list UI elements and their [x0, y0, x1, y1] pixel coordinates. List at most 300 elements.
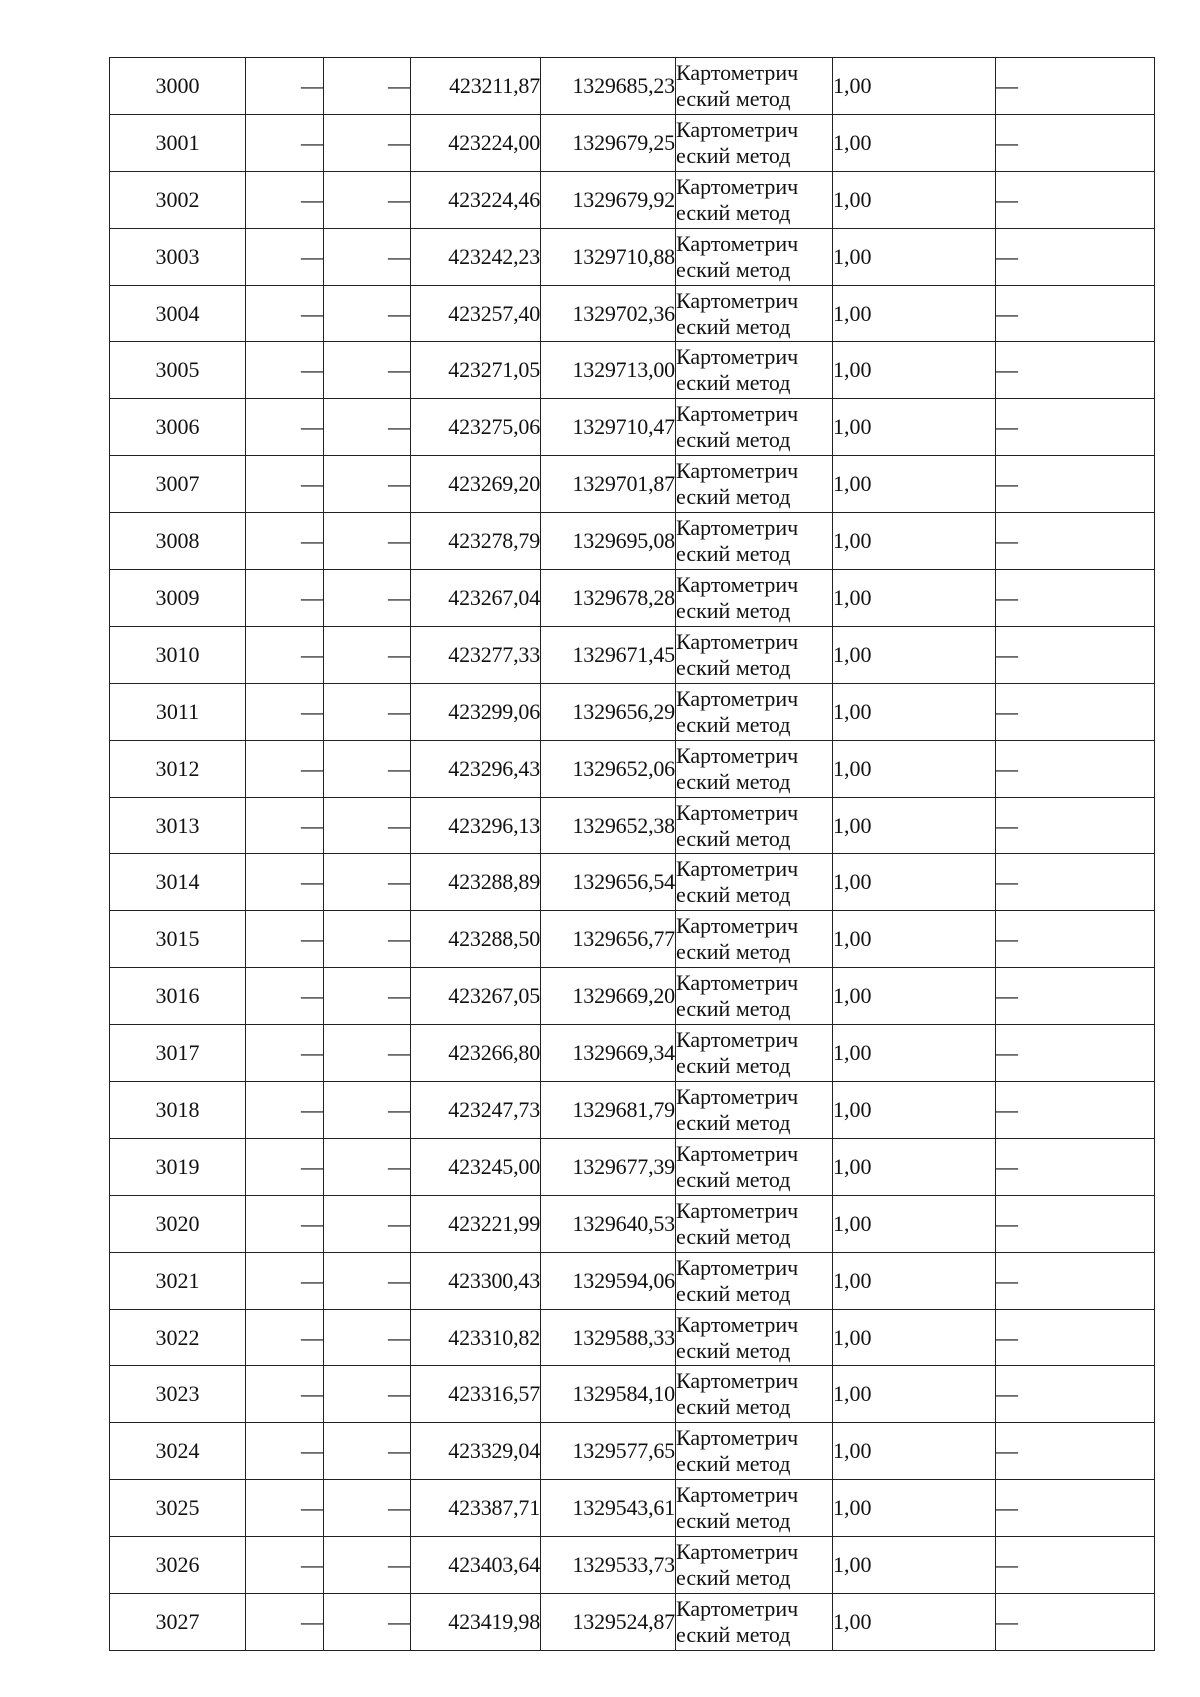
x-coordinate-cell: 423296,13: [411, 797, 541, 854]
point-number-cell: 3016: [110, 968, 246, 1025]
x-coordinate-cell: 423221,99: [411, 1195, 541, 1252]
empty-dash-cell: —: [996, 1082, 1155, 1139]
point-number-cell: 3015: [110, 911, 246, 968]
table-body: [110, 58, 1155, 1651]
empty-dash-cell: —: [996, 1138, 1155, 1195]
y-coordinate-cell: 1329577,65: [541, 1423, 676, 1480]
accuracy-cell: 1,00: [833, 456, 996, 513]
y-coordinate-cell: 1329584,10: [541, 1366, 676, 1423]
point-number-cell: 3019: [110, 1138, 246, 1195]
table-row: [110, 1423, 1155, 1480]
point-number-cell: 3024: [110, 1423, 246, 1480]
method-line-2: еский метод: [676, 882, 791, 908]
x-coordinate-cell: 423316,57: [411, 1366, 541, 1423]
point-number-cell: 3000: [110, 58, 246, 115]
y-coordinate-cell: 1329678,28: [541, 570, 676, 627]
empty-dash-cell: —: [996, 683, 1155, 740]
empty-dash-cell: —: [996, 626, 1155, 683]
empty-dash-cell: —: [996, 114, 1155, 171]
empty-dash-cell: —: [246, 797, 324, 854]
point-number-cell: 3001: [110, 114, 246, 171]
y-coordinate-cell: 1329594,06: [541, 1252, 676, 1309]
empty-dash-cell: —: [996, 1423, 1155, 1480]
x-coordinate-cell: 423224,00: [411, 114, 541, 171]
empty-dash-cell: —: [246, 1252, 324, 1309]
table-row: [110, 626, 1155, 683]
table-row: [110, 1252, 1155, 1309]
method-line-2: еский метод: [676, 1223, 791, 1249]
empty-dash-cell: —: [324, 1025, 411, 1082]
method-line-2: еский метод: [676, 1337, 791, 1363]
method-line-2: еский метод: [676, 1109, 791, 1135]
y-coordinate-cell: 1329710,47: [541, 399, 676, 456]
accuracy-cell: 1,00: [833, 1025, 996, 1082]
table-row: [110, 456, 1155, 513]
accuracy-cell: 1,00: [833, 114, 996, 171]
empty-dash-cell: —: [996, 58, 1155, 115]
empty-dash-cell: —: [324, 570, 411, 627]
point-number-cell: 3004: [110, 285, 246, 342]
point-number-cell: 3003: [110, 228, 246, 285]
method-line-2: еский метод: [676, 256, 791, 282]
empty-dash-cell: —: [246, 626, 324, 683]
method-cell: [676, 1594, 833, 1651]
accuracy-cell: 1,00: [833, 171, 996, 228]
method-cell: [676, 911, 833, 968]
accuracy-cell: 1,00: [833, 1138, 996, 1195]
coordinates-table: [109, 57, 1155, 1651]
empty-dash-cell: —: [246, 1423, 324, 1480]
empty-dash-cell: —: [996, 570, 1155, 627]
empty-dash-cell: —: [246, 1195, 324, 1252]
x-coordinate-cell: 423278,79: [411, 513, 541, 570]
x-coordinate-cell: 423247,73: [411, 1082, 541, 1139]
empty-dash-cell: —: [324, 968, 411, 1025]
y-coordinate-cell: 1329681,79: [541, 1082, 676, 1139]
method-line-1: Картометрич: [676, 116, 799, 142]
accuracy-cell: 1,00: [833, 1366, 996, 1423]
point-number-cell: 3013: [110, 797, 246, 854]
method-cell: [676, 228, 833, 285]
x-coordinate-cell: 423269,20: [411, 456, 541, 513]
point-number-cell: 3005: [110, 342, 246, 399]
method-cell: [676, 1195, 833, 1252]
method-line-2: еский метод: [676, 1508, 791, 1534]
method-line-1: Картометрич: [676, 1482, 799, 1508]
empty-dash-cell: —: [246, 683, 324, 740]
point-number-cell: 3007: [110, 456, 246, 513]
method-cell: [676, 1082, 833, 1139]
method-cell: [676, 1138, 833, 1195]
x-coordinate-cell: 423271,05: [411, 342, 541, 399]
y-coordinate-cell: 1329656,54: [541, 854, 676, 911]
empty-dash-cell: —: [324, 1309, 411, 1366]
empty-dash-cell: —: [324, 285, 411, 342]
point-number-cell: 3018: [110, 1082, 246, 1139]
y-coordinate-cell: 1329524,87: [541, 1594, 676, 1651]
method-cell: [676, 1366, 833, 1423]
table-row: [110, 1480, 1155, 1537]
empty-dash-cell: —: [324, 797, 411, 854]
accuracy-cell: 1,00: [833, 513, 996, 570]
point-number-cell: 3021: [110, 1252, 246, 1309]
method-cell: [676, 1309, 833, 1366]
empty-dash-cell: —: [246, 911, 324, 968]
method-line-1: Картометрич: [676, 1083, 799, 1109]
empty-dash-cell: —: [324, 683, 411, 740]
method-line-1: Картометрич: [676, 628, 799, 654]
y-coordinate-cell: 1329656,29: [541, 683, 676, 740]
method-line-1: Картометрич: [676, 1027, 799, 1053]
x-coordinate-cell: 423403,64: [411, 1537, 541, 1594]
accuracy-cell: 1,00: [833, 399, 996, 456]
x-coordinate-cell: 423267,05: [411, 968, 541, 1025]
table-row: [110, 854, 1155, 911]
y-coordinate-cell: 1329669,20: [541, 968, 676, 1025]
method-cell: [676, 797, 833, 854]
method-cell: [676, 513, 833, 570]
method-line-1: Картометрич: [676, 1368, 799, 1394]
method-line-2: еский метод: [676, 199, 791, 225]
empty-dash-cell: —: [324, 1423, 411, 1480]
method-cell: [676, 1252, 833, 1309]
method-cell: [676, 456, 833, 513]
method-line-1: Картометрич: [676, 401, 799, 427]
empty-dash-cell: —: [324, 854, 411, 911]
y-coordinate-cell: 1329669,34: [541, 1025, 676, 1082]
empty-dash-cell: —: [246, 1138, 324, 1195]
method-cell: [676, 285, 833, 342]
empty-dash-cell: —: [246, 1366, 324, 1423]
point-number-cell: 3022: [110, 1309, 246, 1366]
method-line-1: Картометрич: [676, 1539, 799, 1565]
accuracy-cell: 1,00: [833, 58, 996, 115]
method-line-1: Картометрич: [676, 1140, 799, 1166]
empty-dash-cell: —: [996, 1309, 1155, 1366]
accuracy-cell: 1,00: [833, 1252, 996, 1309]
empty-dash-cell: —: [324, 1082, 411, 1139]
empty-dash-cell: —: [246, 114, 324, 171]
x-coordinate-cell: 423266,80: [411, 1025, 541, 1082]
table-row: [110, 1025, 1155, 1082]
table-row: [110, 683, 1155, 740]
y-coordinate-cell: 1329701,87: [541, 456, 676, 513]
empty-dash-cell: —: [246, 570, 324, 627]
method-line-1: Картометрич: [676, 742, 799, 768]
empty-dash-cell: —: [324, 1537, 411, 1594]
empty-dash-cell: —: [324, 513, 411, 570]
point-number-cell: 3025: [110, 1480, 246, 1537]
accuracy-cell: 1,00: [833, 683, 996, 740]
empty-dash-cell: —: [996, 911, 1155, 968]
method-cell: [676, 854, 833, 911]
point-number-cell: 3027: [110, 1594, 246, 1651]
empty-dash-cell: —: [996, 1025, 1155, 1082]
method-line-2: еский метод: [676, 711, 791, 737]
accuracy-cell: 1,00: [833, 797, 996, 854]
x-coordinate-cell: 423275,06: [411, 399, 541, 456]
x-coordinate-cell: 423419,98: [411, 1594, 541, 1651]
accuracy-cell: 1,00: [833, 740, 996, 797]
y-coordinate-cell: 1329679,92: [541, 171, 676, 228]
empty-dash-cell: —: [324, 114, 411, 171]
method-line-1: Картометрич: [676, 856, 799, 882]
method-cell: [676, 740, 833, 797]
method-line-2: еский метод: [676, 1394, 791, 1420]
table-row: [110, 1309, 1155, 1366]
y-coordinate-cell: 1329656,77: [541, 911, 676, 968]
method-line-1: Картометрич: [676, 59, 799, 85]
method-line-1: Картометрич: [676, 287, 799, 313]
x-coordinate-cell: 423299,06: [411, 683, 541, 740]
method-line-2: еский метод: [676, 484, 791, 510]
method-cell: [676, 683, 833, 740]
method-line-2: еский метод: [676, 996, 791, 1022]
empty-dash-cell: —: [246, 1537, 324, 1594]
empty-dash-cell: —: [996, 228, 1155, 285]
method-line-1: Картометрич: [676, 1197, 799, 1223]
method-line-1: Картометрич: [676, 1595, 799, 1621]
accuracy-cell: 1,00: [833, 911, 996, 968]
accuracy-cell: 1,00: [833, 228, 996, 285]
table-row: [110, 570, 1155, 627]
empty-dash-cell: —: [246, 968, 324, 1025]
accuracy-cell: 1,00: [833, 854, 996, 911]
table-row: [110, 740, 1155, 797]
method-line-1: Картометрич: [676, 1311, 799, 1337]
table-row: [110, 58, 1155, 115]
method-cell: [676, 570, 833, 627]
empty-dash-cell: —: [996, 1480, 1155, 1537]
empty-dash-cell: —: [246, 171, 324, 228]
method-cell: [676, 58, 833, 115]
point-number-cell: 3006: [110, 399, 246, 456]
empty-dash-cell: —: [246, 1082, 324, 1139]
empty-dash-cell: —: [996, 171, 1155, 228]
point-number-cell: 3017: [110, 1025, 246, 1082]
empty-dash-cell: —: [324, 740, 411, 797]
accuracy-cell: 1,00: [833, 570, 996, 627]
y-coordinate-cell: 1329652,06: [541, 740, 676, 797]
method-line-2: еский метод: [676, 768, 791, 794]
point-number-cell: 3008: [110, 513, 246, 570]
method-cell: [676, 1537, 833, 1594]
method-cell: [676, 1423, 833, 1480]
y-coordinate-cell: 1329679,25: [541, 114, 676, 171]
method-cell: [676, 1025, 833, 1082]
empty-dash-cell: —: [996, 399, 1155, 456]
empty-dash-cell: —: [324, 1195, 411, 1252]
empty-dash-cell: —: [324, 1252, 411, 1309]
method-line-1: Картометрич: [676, 571, 799, 597]
x-coordinate-cell: 423211,87: [411, 58, 541, 115]
method-line-1: Картометрич: [676, 799, 799, 825]
x-coordinate-cell: 423329,04: [411, 1423, 541, 1480]
method-line-2: еский метод: [676, 1280, 791, 1306]
x-coordinate-cell: 423300,43: [411, 1252, 541, 1309]
empty-dash-cell: —: [324, 171, 411, 228]
point-number-cell: 3020: [110, 1195, 246, 1252]
point-number-cell: 3023: [110, 1366, 246, 1423]
empty-dash-cell: —: [246, 285, 324, 342]
table-row: [110, 228, 1155, 285]
empty-dash-cell: —: [246, 740, 324, 797]
table-row: [110, 1138, 1155, 1195]
point-number-cell: 3014: [110, 854, 246, 911]
empty-dash-cell: —: [996, 1537, 1155, 1594]
empty-dash-cell: —: [996, 1195, 1155, 1252]
table-row: [110, 1195, 1155, 1252]
method-line-2: еский метод: [676, 1451, 791, 1477]
empty-dash-cell: —: [996, 513, 1155, 570]
empty-dash-cell: —: [246, 854, 324, 911]
y-coordinate-cell: 1329713,00: [541, 342, 676, 399]
table-row: [110, 1537, 1155, 1594]
empty-dash-cell: —: [324, 626, 411, 683]
x-coordinate-cell: 423296,43: [411, 740, 541, 797]
empty-dash-cell: —: [246, 1594, 324, 1651]
empty-dash-cell: —: [324, 1480, 411, 1537]
method-cell: [676, 399, 833, 456]
method-cell: [676, 114, 833, 171]
empty-dash-cell: —: [246, 1309, 324, 1366]
method-line-1: Картометрич: [676, 1254, 799, 1280]
empty-dash-cell: —: [996, 968, 1155, 1025]
accuracy-cell: 1,00: [833, 1082, 996, 1139]
empty-dash-cell: —: [324, 911, 411, 968]
x-coordinate-cell: 423310,82: [411, 1309, 541, 1366]
method-line-2: еский метод: [676, 825, 791, 851]
empty-dash-cell: —: [324, 58, 411, 115]
method-cell: [676, 1480, 833, 1537]
x-coordinate-cell: 423387,71: [411, 1480, 541, 1537]
table-row: [110, 171, 1155, 228]
empty-dash-cell: —: [996, 1594, 1155, 1651]
accuracy-cell: 1,00: [833, 1480, 996, 1537]
table-row: [110, 911, 1155, 968]
y-coordinate-cell: 1329543,61: [541, 1480, 676, 1537]
empty-dash-cell: —: [996, 740, 1155, 797]
empty-dash-cell: —: [996, 1252, 1155, 1309]
method-cell: [676, 171, 833, 228]
table-row: [110, 285, 1155, 342]
y-coordinate-cell: 1329671,45: [541, 626, 676, 683]
method-line-1: Картометрич: [676, 344, 799, 370]
table-row: [110, 1082, 1155, 1139]
table-row: [110, 968, 1155, 1025]
accuracy-cell: 1,00: [833, 626, 996, 683]
method-line-2: еский метод: [676, 1053, 791, 1079]
point-number-cell: 3011: [110, 683, 246, 740]
empty-dash-cell: —: [246, 456, 324, 513]
empty-dash-cell: —: [246, 228, 324, 285]
method-line-1: Картометрич: [676, 458, 799, 484]
empty-dash-cell: —: [996, 1366, 1155, 1423]
accuracy-cell: 1,00: [833, 285, 996, 342]
method-line-1: Картометрич: [676, 173, 799, 199]
table-row: [110, 114, 1155, 171]
table-row: [110, 1594, 1155, 1651]
x-coordinate-cell: 423277,33: [411, 626, 541, 683]
method-line-2: еский метод: [676, 597, 791, 623]
method-line-2: еский метод: [676, 1166, 791, 1192]
accuracy-cell: 1,00: [833, 1537, 996, 1594]
empty-dash-cell: —: [324, 456, 411, 513]
y-coordinate-cell: 1329677,39: [541, 1138, 676, 1195]
empty-dash-cell: —: [324, 399, 411, 456]
y-coordinate-cell: 1329533,73: [541, 1537, 676, 1594]
method-line-2: еский метод: [676, 313, 791, 339]
y-coordinate-cell: 1329640,53: [541, 1195, 676, 1252]
method-line-2: еский метод: [676, 1621, 791, 1647]
x-coordinate-cell: 423267,04: [411, 570, 541, 627]
y-coordinate-cell: 1329695,08: [541, 513, 676, 570]
method-line-2: еский метод: [676, 370, 791, 396]
method-line-1: Картометрич: [676, 685, 799, 711]
empty-dash-cell: —: [246, 513, 324, 570]
y-coordinate-cell: 1329588,33: [541, 1309, 676, 1366]
empty-dash-cell: —: [324, 342, 411, 399]
method-line-2: еский метод: [676, 142, 791, 168]
accuracy-cell: 1,00: [833, 968, 996, 1025]
empty-dash-cell: —: [246, 1480, 324, 1537]
x-coordinate-cell: 423288,50: [411, 911, 541, 968]
accuracy-cell: 1,00: [833, 1423, 996, 1480]
method-line-1: Картометрич: [676, 230, 799, 256]
y-coordinate-cell: 1329702,36: [541, 285, 676, 342]
point-number-cell: 3010: [110, 626, 246, 683]
method-line-2: еский метод: [676, 939, 791, 965]
x-coordinate-cell: 423224,46: [411, 171, 541, 228]
accuracy-cell: 1,00: [833, 1594, 996, 1651]
method-cell: [676, 968, 833, 1025]
method-line-1: Картометрич: [676, 970, 799, 996]
x-coordinate-cell: 423257,40: [411, 285, 541, 342]
empty-dash-cell: —: [246, 399, 324, 456]
empty-dash-cell: —: [996, 285, 1155, 342]
empty-dash-cell: —: [996, 342, 1155, 399]
method-line-2: еский метод: [676, 85, 791, 111]
table-row: [110, 1366, 1155, 1423]
method-line-2: еский метод: [676, 427, 791, 453]
empty-dash-cell: —: [246, 1025, 324, 1082]
method-line-1: Картометрич: [676, 913, 799, 939]
accuracy-cell: 1,00: [833, 1309, 996, 1366]
empty-dash-cell: —: [324, 1366, 411, 1423]
method-line-2: еский метод: [676, 654, 791, 680]
method-line-2: еский метод: [676, 541, 791, 567]
empty-dash-cell: —: [246, 58, 324, 115]
method-line-2: еский метод: [676, 1565, 791, 1591]
x-coordinate-cell: 423288,89: [411, 854, 541, 911]
accuracy-cell: 1,00: [833, 1195, 996, 1252]
y-coordinate-cell: 1329710,88: [541, 228, 676, 285]
table-row: [110, 399, 1155, 456]
accuracy-cell: 1,00: [833, 342, 996, 399]
empty-dash-cell: —: [246, 342, 324, 399]
empty-dash-cell: —: [996, 797, 1155, 854]
point-number-cell: 3009: [110, 570, 246, 627]
empty-dash-cell: —: [324, 228, 411, 285]
table-row: [110, 797, 1155, 854]
table-row: [110, 513, 1155, 570]
y-coordinate-cell: 1329685,23: [541, 58, 676, 115]
point-number-cell: 3002: [110, 171, 246, 228]
table-row: [110, 342, 1155, 399]
empty-dash-cell: —: [324, 1138, 411, 1195]
x-coordinate-cell: 423245,00: [411, 1138, 541, 1195]
x-coordinate-cell: 423242,23: [411, 228, 541, 285]
